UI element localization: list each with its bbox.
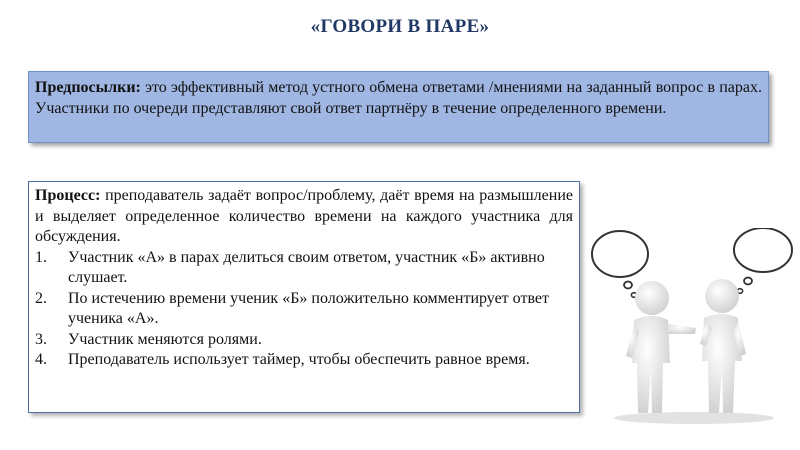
person-left-icon bbox=[626, 281, 696, 413]
list-item bbox=[35, 289, 573, 330]
premise-box bbox=[28, 71, 769, 143]
list-item-number: 1. bbox=[35, 248, 47, 266]
list-item bbox=[35, 330, 573, 351]
list-item-number: 2. bbox=[35, 289, 47, 307]
premise-text: это эффективный метод устного обмена ответами /мнениями на заданный вопрос в парах. Участники по очереди представляют свой ответ партнёру в течение определенного времени. bbox=[35, 79, 762, 117]
process-label: Процесс: bbox=[35, 187, 101, 204]
page-title: «ГОВОРИ В ПАРЕ» bbox=[310, 16, 490, 37]
premise-label: Предпосылки: bbox=[35, 79, 141, 96]
process-box bbox=[28, 181, 580, 413]
person-right-icon bbox=[700, 279, 746, 413]
list-item bbox=[35, 350, 573, 371]
process-steps-list bbox=[35, 248, 573, 371]
list-item-text: По истечению времени ученик «Б» положительно комментирует ответ ученика «А». bbox=[68, 289, 550, 327]
two-people-speech-bubbles-icon bbox=[590, 228, 795, 428]
list-item-text: Участник «А» в парах делиться своим ответом, участник «Б» активно слушает. bbox=[68, 248, 545, 286]
list-item bbox=[35, 248, 573, 289]
speech-bubble-right-icon bbox=[734, 228, 792, 293]
process-text: преподаватель задаёт вопрос/проблему, даёт время на размышление и выделяет определенное количество времени на каждого участника для обсуждения. bbox=[35, 187, 573, 245]
list-item-text: Участник меняются ролями. bbox=[68, 330, 262, 348]
list-item-number: 3. bbox=[35, 330, 47, 348]
list-item-text: Преподаватель использует таймер, чтобы обеспечить равное время. bbox=[68, 351, 530, 368]
process-lead bbox=[35, 186, 573, 248]
list-item-number: 4. bbox=[35, 351, 47, 368]
